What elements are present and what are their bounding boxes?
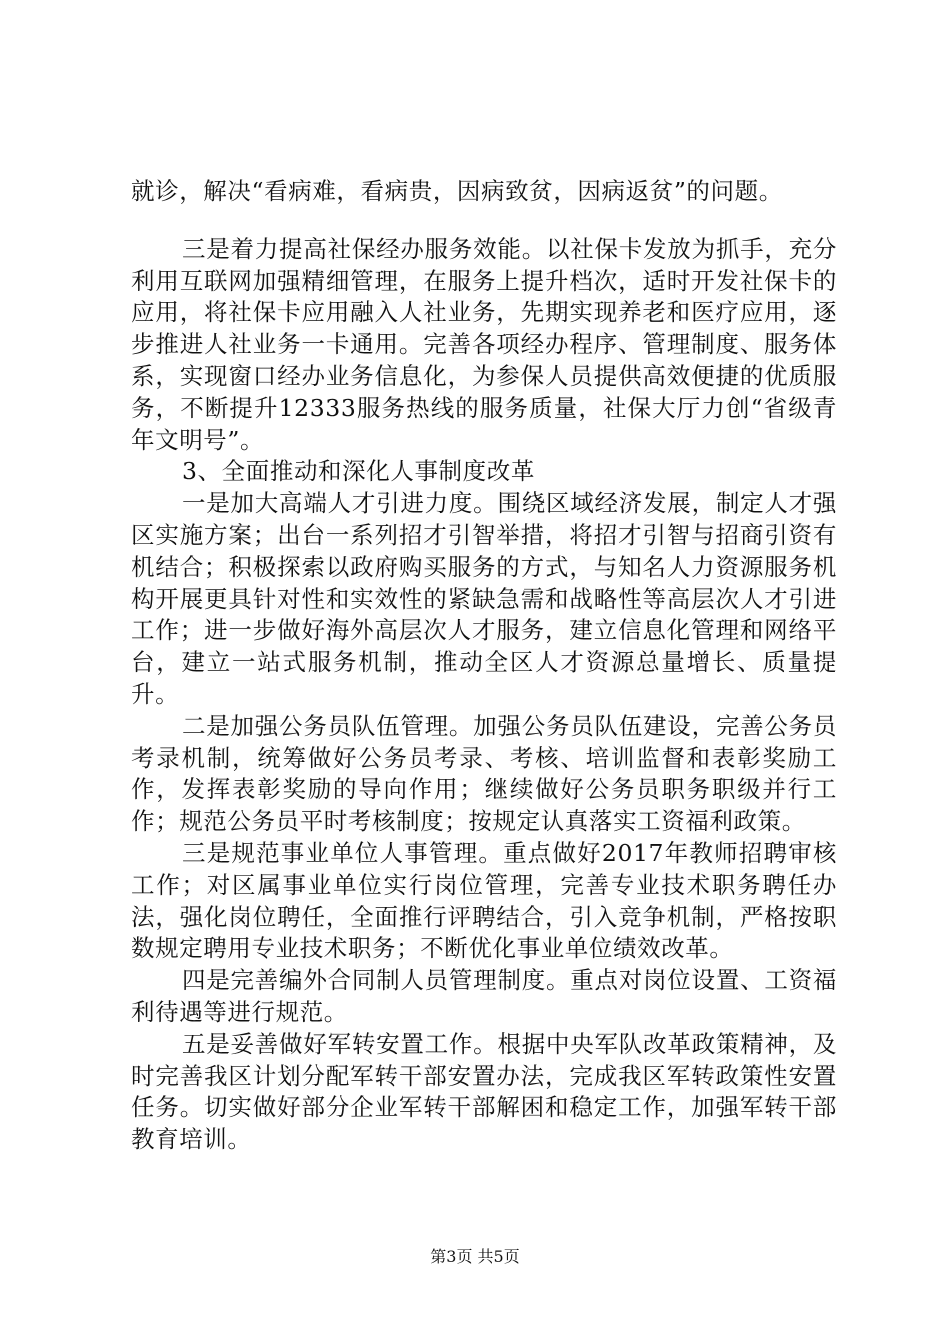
paragraph-social-security-service: 三是着力提高社保经办服务效能。以社保卡发放为抓手，充分利用互联网加强精细管理，在服务上提升档次，适时开发社保卡的应用，将社保卡应用融入人社业务，先期实现养老和医疗应用，逐步推进人社业务一卡通用。完善各项经办程序、管理制度、服务体系，实现窗口经办业务信息化，为参保人员提供高效便捷的优质服务，不断提升12333服务热线的服务质量，社保大厅力创“省级青年文明号”。 bbox=[131, 234, 837, 454]
paragraph-civil-servant-management: 二是加强公务员队伍管理。加强公务员队伍建设，完善公务员考录机制，统筹做好公务员考录、考核、培训监督和表彰奖励工作，发挥表彰奖励的导向作用；继续做好公务员职务职级并行工作；规范公务员平时考核制度；按规定认真落实工资福利政策。 bbox=[131, 711, 837, 836]
paragraph-military-resettlement: 五是妥善做好军转安置工作。根据中央军队改革政策精神，及时完善我区计划分配军转干部安置办法，完成我区军转政策性安置任务。切实做好部分企业军转干部解困和稳定工作，加强军转干部教育培训。 bbox=[131, 1029, 837, 1154]
page-number-footer: 第3页 共5页 bbox=[430, 1247, 520, 1266]
paragraph-public-institution-management: 三是规范事业单位人事管理。重点做好2017年教师招聘审核工作；对区属事业单位实行岗位管理，完善专业技术职务聘任办法，强化岗位聘任，全面推行评聘结合，引入竞争机制，严格按职数规定聘用专业技术职务；不断优化事业单位绩效改革。 bbox=[131, 838, 837, 963]
section-heading-personnel-reform: 3、全面推动和深化人事制度改革 bbox=[182, 457, 535, 486]
paragraph-continuation: 就诊，解决“看病难，看病贵，因病致贫，因病返贫”的问题。 bbox=[131, 177, 783, 205]
document-body bbox=[131, 176, 837, 1156]
paragraph-contract-staff-management: 四是完善编外合同制人员管理制度。重点对岗位设置、工资福利待遇等进行规范。 bbox=[131, 966, 837, 1026]
paragraph-talent-introduction: 一是加大高端人才引进力度。围绕区域经济发展，制定人才强区实施方案；出台一系列招才引智举措，将招才引智与招商引资有机结合；积极探索以政府购买服务的方式，与知名人力资源服务机构开展更具针对性和实效性的紧缺急需和战略性等高层次人才引进工作；进一步做好海外高层次人才服务，建立信息化管理和网络平台，建立一站式服务机制，推动全区人才资源总量增长、质量提升。 bbox=[131, 489, 837, 708]
